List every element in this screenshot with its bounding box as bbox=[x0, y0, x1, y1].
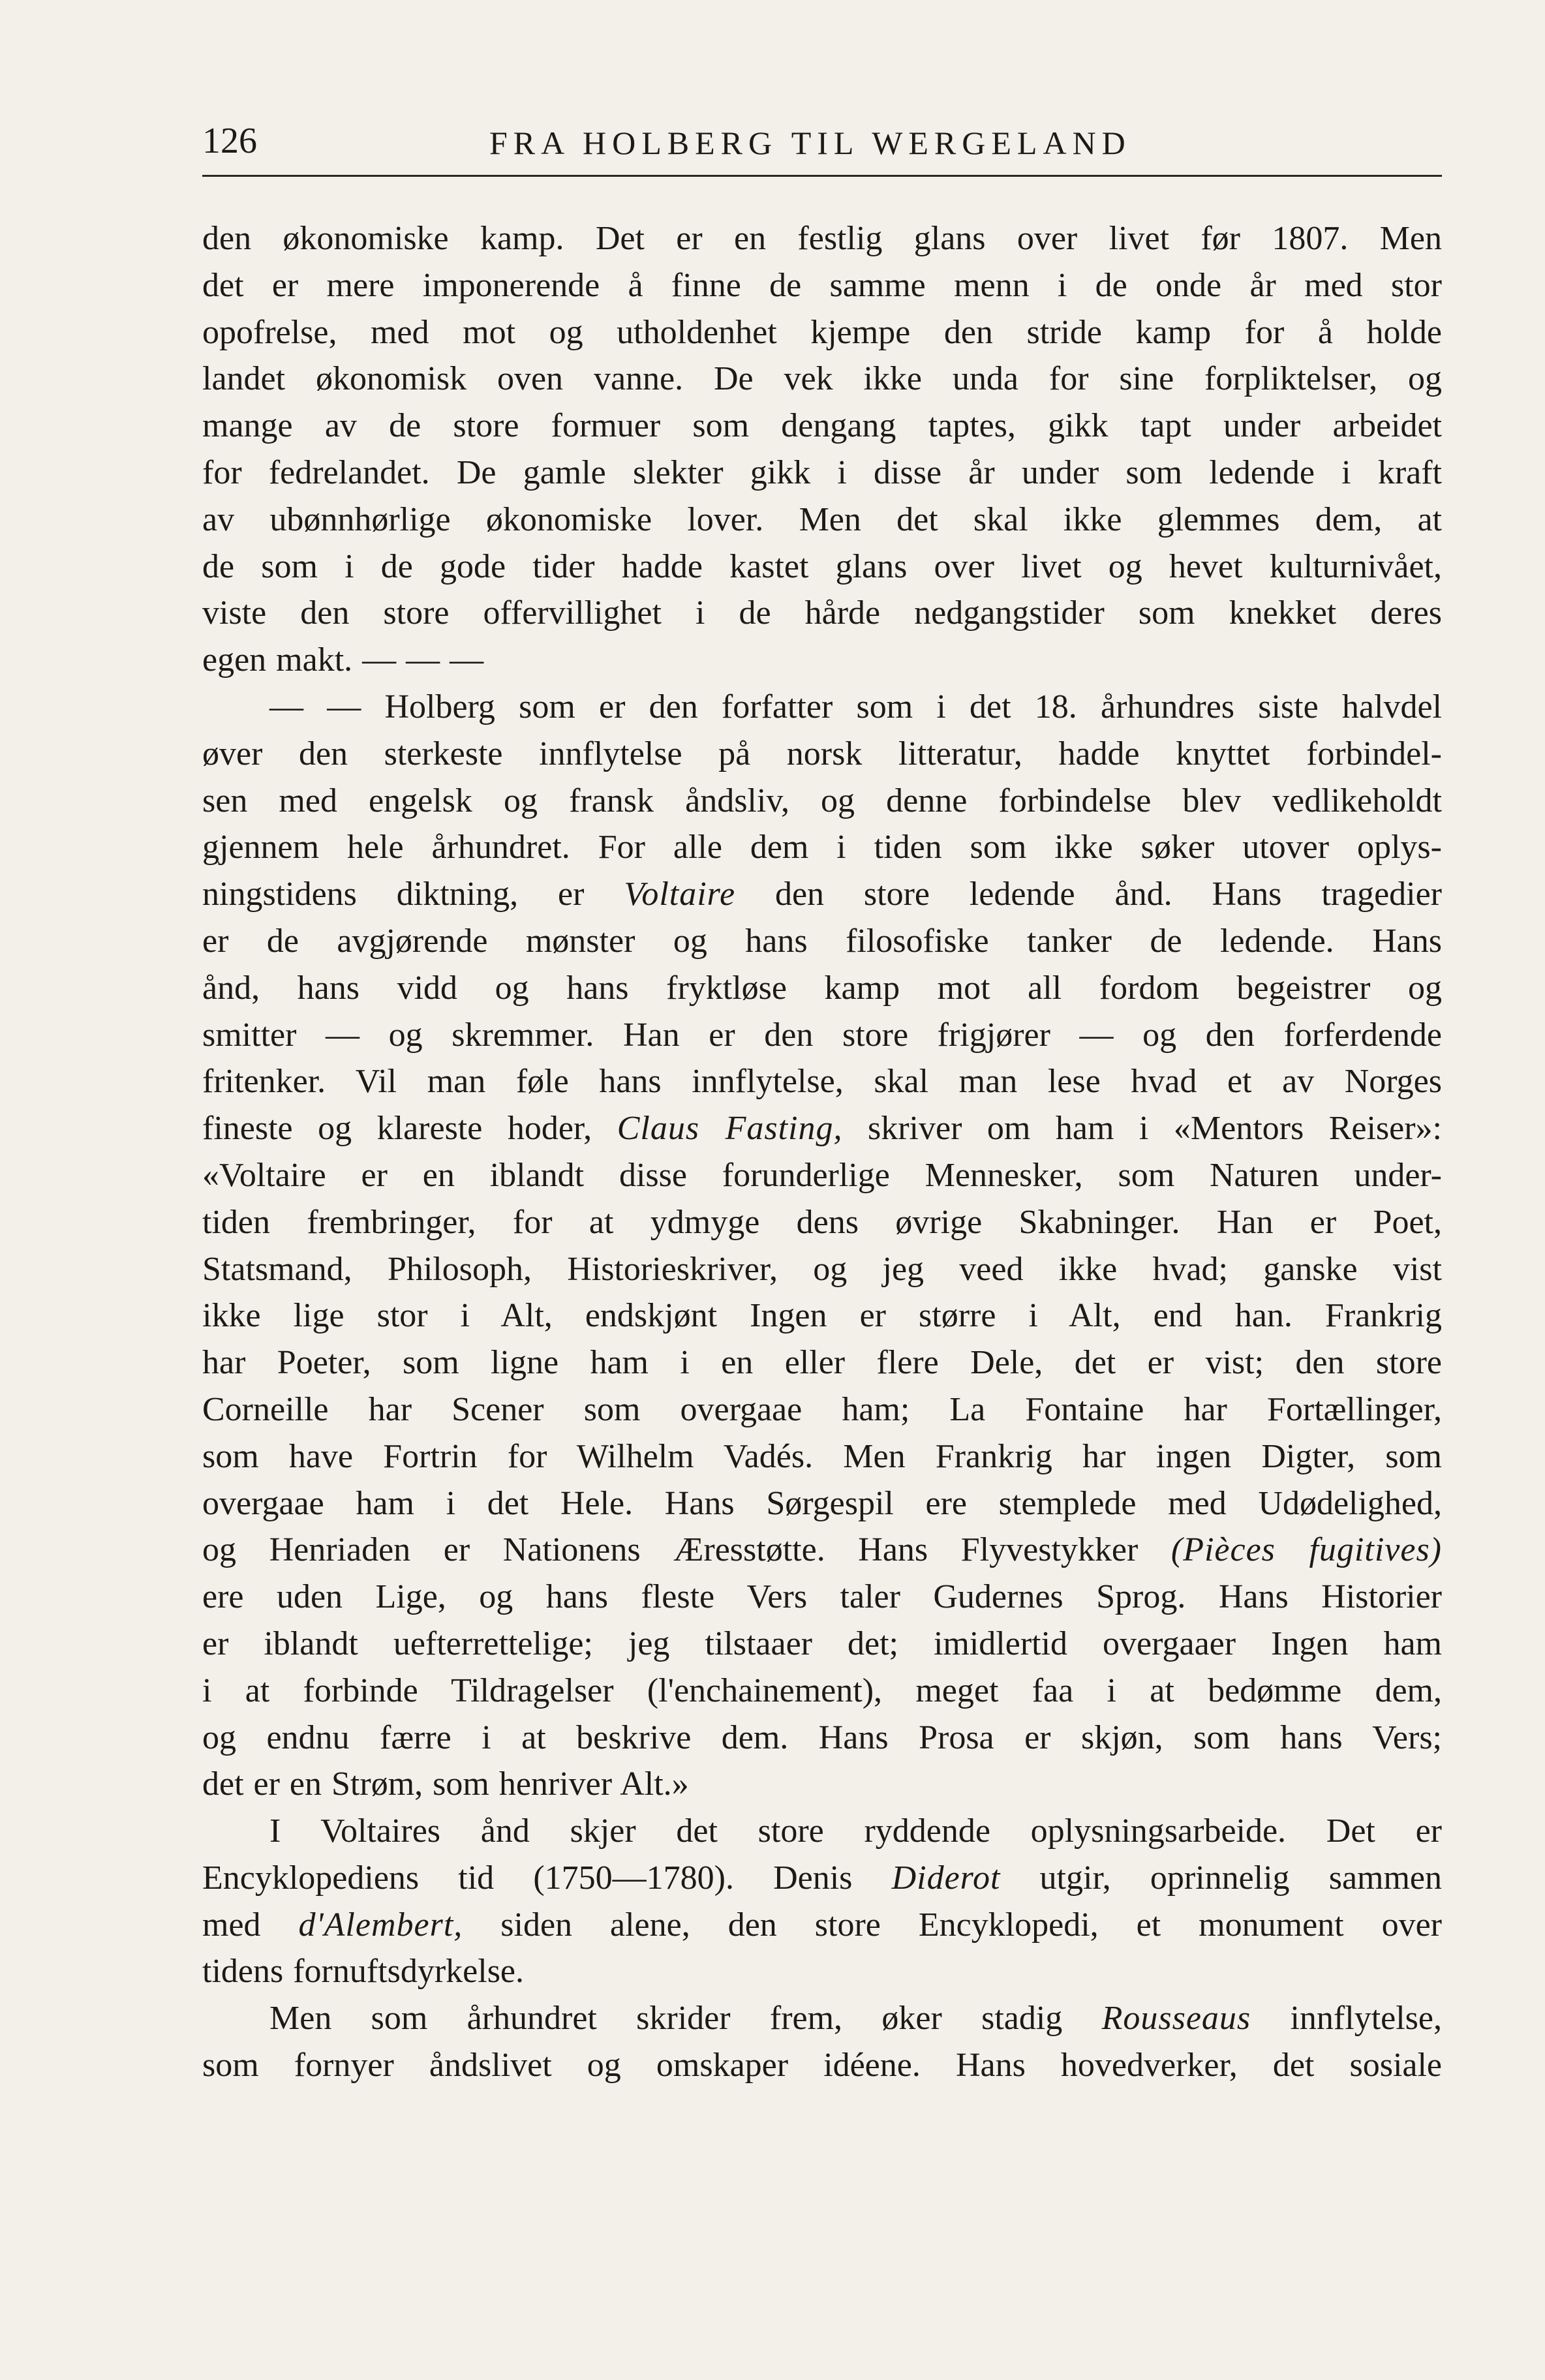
emphasis: (Pièces fugitives) bbox=[1170, 1531, 1442, 1569]
text-line: de som i de gode tider hadde kastet glans over livet og hevet kulturnivået, bbox=[202, 547, 1442, 585]
text-line: med d'Alembert, siden alene, den store Encyklopedi, et monument over bbox=[202, 1906, 1442, 1944]
text-line: — — Holberg som er den forfatter som i det 18. århundres siste halvdel bbox=[269, 688, 1442, 725]
text-line: det er en Strøm, som henriver Alt.» bbox=[202, 1765, 689, 1803]
emphasis: Voltaire bbox=[624, 876, 736, 913]
text-line: tiden frembringer, for at ydmyge dens øvrige Skabninger. Han er Poet, bbox=[202, 1203, 1442, 1241]
emphasis: Diderot bbox=[891, 1859, 1001, 1897]
text-line: er iblandt uefterrettelige; jeg tilstaaer det; imidlertid overgaaer Ingen ham bbox=[202, 1625, 1442, 1662]
text-line: Corneille har Scener som overgaae ham; La Fontaine har Fortællinger, bbox=[202, 1390, 1442, 1428]
text-line: har Poeter, som ligne ham i en eller flere Dele, det er vist; den store bbox=[202, 1344, 1442, 1382]
emphasis: Claus Fasting, bbox=[617, 1110, 843, 1148]
text-line: gjennem hele århundret. For alle dem i tiden som ikke søker utover oplys- bbox=[202, 829, 1442, 866]
text-line: øver den sterkeste innflytelse på norsk litteratur, hadde knyttet forbindel- bbox=[202, 735, 1442, 772]
text-line: ningstidens diktning, er Voltaire den store ledende ånd. Hans tragedier bbox=[202, 876, 1442, 913]
page-number: 126 bbox=[202, 121, 257, 161]
body-text bbox=[202, 215, 1442, 2089]
text-line: fineste og klareste hoder, Claus Fasting, skriver om ham i «Mentors Reiser»: bbox=[202, 1110, 1442, 1148]
text-line: ånd, hans vidd og hans fryktløse kamp mot all fordom begeistrer og bbox=[202, 969, 1442, 1007]
text-line: er de avgjørende mønster og hans filosofiske tanker de ledende. Hans bbox=[202, 922, 1442, 960]
text-line: tidens fornuftsdyrkelse. bbox=[202, 1953, 525, 1991]
emphasis: Rousseaus bbox=[1101, 2000, 1251, 2037]
text-line: mange av de store formuer som dengang taptes, gikk tapt under arbeidet bbox=[202, 407, 1442, 445]
text-line: som have Fortrin for Wilhelm Vadés. Men Frankrig har ingen Digter, som bbox=[202, 1437, 1442, 1475]
text-line: ikke lige stor i Alt, endskjønt Ingen er større i Alt, end han. Frankrig bbox=[202, 1297, 1442, 1335]
text-line: og endnu færre i at beskrive dem. Hans Prosa er skjøn, som hans Vers; bbox=[202, 1718, 1442, 1756]
page-header bbox=[202, 116, 1442, 177]
text-line: egen makt. — — — bbox=[202, 641, 484, 679]
text-line: i at forbinde Tildragelser (l'enchainement), meget faa i at bedømme dem, bbox=[202, 1671, 1442, 1709]
text-line: den økonomiske kamp. Det er en festlig glans over livet før 1807. Men bbox=[202, 220, 1442, 257]
text-line: for fedrelandet. De gamle slekter gikk i disse år under som ledende i kraft bbox=[202, 453, 1442, 491]
running-head: FRA HOLBERG TIL WERGELAND bbox=[489, 125, 1131, 161]
text-line: smitter — og skremmer. Han er den store frigjører — og den forferdende bbox=[202, 1016, 1442, 1054]
text-line: og Henriaden er Nationens Æresstøtte. Hans Flyvestykker (Pièces fugitives) bbox=[202, 1531, 1442, 1569]
text-line: Statsmand, Philosoph, Historieskriver, og jeg veed ikke hvad; ganske vist bbox=[202, 1250, 1442, 1288]
text-line: viste den store offervillighet i de hårde nedgangstider som knekket deres bbox=[202, 594, 1442, 632]
text-line: av ubønnhørlige økonomiske lover. Men det skal ikke glemmes dem, at bbox=[202, 500, 1442, 538]
text-line: I Voltaires ånd skjer det store ryddende oplysningsarbeide. Det er bbox=[269, 1812, 1442, 1850]
text-line: «Voltaire er en iblandt disse forunderlige Mennesker, som Naturen under- bbox=[202, 1156, 1442, 1194]
emphasis: d'Alembert, bbox=[298, 1906, 463, 1944]
text-line: Men som århundret skrider frem, øker stadig Rousseaus innflytelse, bbox=[269, 2000, 1442, 2037]
text-line: som fornyer åndslivet og omskaper idéene. Hans hovedverker, det sosiale bbox=[202, 2047, 1442, 2084]
text-line: opofrelse, med mot og utholdenhet kjempe den stride kamp for å holde bbox=[202, 313, 1442, 351]
text-line: overgaae ham i det Hele. Hans Sørgespil ere stemplede med Udødelighed, bbox=[202, 1484, 1442, 1522]
text-line: Encyklopediens tid (1750—1780). Denis Diderot utgir, oprinnelig sammen bbox=[202, 1859, 1442, 1897]
text-line: fritenker. Vil man føle hans innflytelse, skal man lese hvad et av Norges bbox=[202, 1063, 1442, 1101]
text-line: ere uden Lige, og hans fleste Vers taler Gudernes Sprog. Hans Historier bbox=[202, 1578, 1442, 1616]
text-line: det er mere imponerende å finne de samme menn i de onde år med stor bbox=[202, 266, 1442, 304]
text-line: landet økonomisk oven vanne. De vek ikke unda for sine forpliktelser, og bbox=[202, 360, 1442, 398]
text-line: sen med engelsk og fransk åndsliv, og denne forbindelse blev vedlikeholdt bbox=[202, 782, 1442, 819]
